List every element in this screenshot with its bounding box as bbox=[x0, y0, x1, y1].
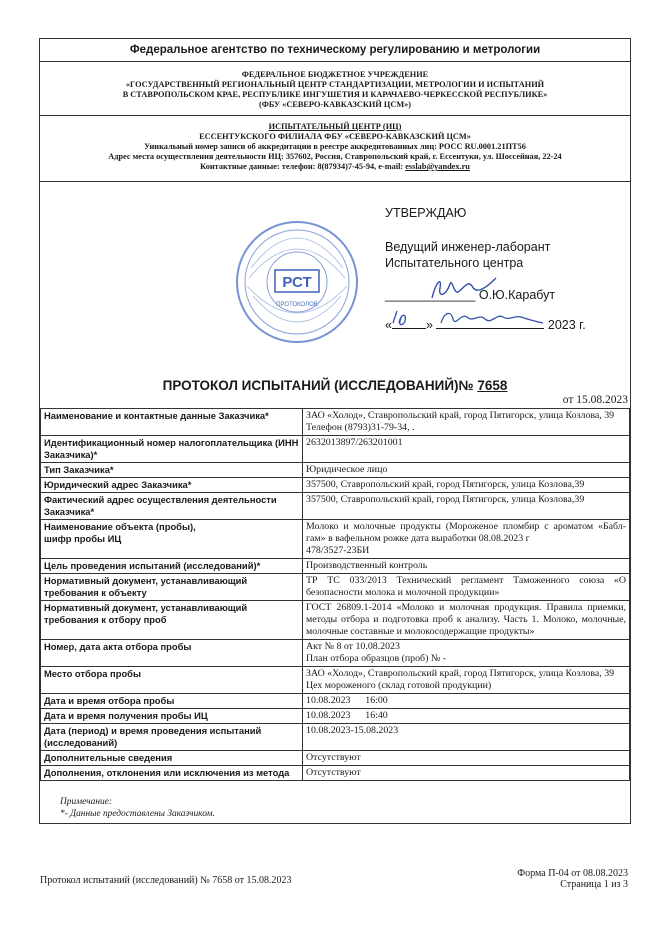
row-value: Юридическое лицо bbox=[303, 463, 630, 478]
table-row bbox=[41, 640, 630, 667]
row-label: Место отбора пробы bbox=[41, 667, 303, 694]
protocol-details-table bbox=[40, 408, 630, 781]
table-row bbox=[41, 667, 630, 694]
approver-signature-line: _____________ О.Ю.Карабут bbox=[385, 288, 556, 302]
row-value: ТР ТС 033/2013 Технический регламент Таможенного союза «О безопасности молока и молочной продукции» bbox=[303, 574, 630, 601]
table-row bbox=[41, 559, 630, 574]
table-row bbox=[41, 724, 630, 751]
approval-word: УТВЕРЖДАЮ bbox=[385, 206, 467, 220]
approver-position: Ведущий инженер-лаборант bbox=[385, 240, 551, 254]
footer-page: Страница 1 из 3 bbox=[560, 879, 628, 890]
table-row bbox=[41, 574, 630, 601]
row-label: Наименование и контактные данные Заказчика* bbox=[41, 409, 303, 436]
protocol-date: от 15.08.2023 bbox=[562, 394, 628, 406]
protocol-number: 7658 bbox=[477, 378, 508, 393]
row-value: Отсутствуют bbox=[303, 766, 630, 781]
stamp-label: ПРОТОКОЛОВ bbox=[276, 302, 318, 308]
table-row bbox=[41, 436, 630, 463]
row-value: ЗАО «Холод», Ставропольский край, город Пятигорск, улица Козлова, 39 Телефон (8793)31-79-34, . bbox=[303, 409, 630, 436]
row-label: Наименование объекта (пробы), шифр пробы ИЦ bbox=[41, 520, 303, 559]
table-row bbox=[41, 463, 630, 478]
contacts-line: Контактные данные: телефон: 8(87934)7-45-94, e-mail: esslab@yandex.ru bbox=[200, 162, 470, 171]
address-line: Адрес места осуществления деятельности ИЦ: 357602, Россия, Ставропольский край, г. Ессентуки, ул. Шоссейная, 22-24 bbox=[108, 152, 562, 161]
row-label: Тип Заказчика* bbox=[41, 463, 303, 478]
table-row bbox=[41, 766, 630, 781]
row-label: Дата и время отбора пробы bbox=[41, 694, 303, 709]
row-value: 10.08.2023-15.08.2023 bbox=[303, 724, 630, 751]
center-branch: ЕССЕНТУКСКОГО ФИЛИАЛА ФБУ «СЕВЕРО-КАВКАЗСКИЙ ЦСМ» bbox=[199, 132, 471, 141]
organization-header bbox=[39, 62, 631, 116]
row-label: Идентификационный номер налогоплательщика (ИНН Заказчика)* bbox=[41, 436, 303, 463]
row-label: Дата и время получения пробы ИЦ bbox=[41, 709, 303, 724]
row-value: Молоко и молочные продукты (Мороженое пломбир с ароматом «Бабл-гам» в вафельном рожке дата выработки 08.08.2023 г 478/3527-23БИ bbox=[303, 520, 630, 559]
row-value: Акт № 8 от 10.08.2023 План отбора образцов (проб) № - bbox=[303, 640, 630, 667]
protocol-title: ПРОТОКОЛ ИСПЫТАНИЙ (ИССЛЕДОВАНИЙ)№ 7658 bbox=[162, 378, 508, 393]
email-link[interactable]: esslab@yandex.ru bbox=[405, 162, 470, 171]
row-value: 357500, Ставропольский край, город Пятигорск, улица Козлова,39 bbox=[303, 493, 630, 520]
row-value: 10.08.2023 16:40 bbox=[303, 709, 630, 724]
org-line: В СТАВРОПОЛЬСКОМ КРАЕ, РЕСПУБЛИКЕ ИНГУШЕТИЯ И КАРАЧАЕВО-ЧЕРКЕССКОЙ РЕСПУБЛИКЕ» bbox=[122, 90, 548, 99]
approval-date-line: « » 2023 г. bbox=[385, 318, 586, 332]
table-row bbox=[41, 478, 630, 493]
row-label: Дополнительные сведения bbox=[41, 751, 303, 766]
org-line: «ГОСУДАРСТВЕННЫЙ РЕГИОНАЛЬНЫЙ ЦЕНТР СТАНДАРТИЗАЦИИ, МЕТРОЛОГИИ И ИСПЫТАНИЙ bbox=[125, 80, 545, 89]
row-label: Цель проведения испытаний (исследований)* bbox=[41, 559, 303, 574]
footnote-text: *- Данные предоставлены Заказчиком. bbox=[60, 809, 215, 819]
table-row bbox=[41, 409, 630, 436]
row-label: Фактический адрес осуществления деятельности Заказчика* bbox=[41, 493, 303, 520]
footer-form: Форма П-04 от 08.08.2023 bbox=[517, 868, 628, 879]
table-row bbox=[41, 709, 630, 724]
table-row bbox=[41, 601, 630, 640]
table-row bbox=[41, 751, 630, 766]
row-label: Нормативный документ, устанавливающий требования к отбору проб bbox=[41, 601, 303, 640]
handwritten-signature bbox=[412, 272, 502, 306]
org-line: ФЕДЕРАЛЬНОЕ БЮДЖЕТНОЕ УЧРЕЖДЕНИЕ bbox=[241, 70, 429, 79]
center-name: ИСПЫТАТЕЛЬНЫЙ ЦЕНТР (ИЦ) bbox=[268, 122, 402, 131]
table-row bbox=[41, 493, 630, 520]
row-value: 357500, Ставропольский край, город Пятигорск, улица Козлова,39 bbox=[303, 478, 630, 493]
row-value: 2632013897/263201001 bbox=[303, 436, 630, 463]
test-center-header bbox=[39, 116, 631, 182]
row-label: Юридический адрес Заказчика* bbox=[41, 478, 303, 493]
row-value: ГОСТ 26809.1-2014 «Молоко и молочная продукция. Правила приемки, методы отбора и подготовка проб к анализу. Часть 1. Молоко, молочные, молочные составные и молокосодержащие продукты» bbox=[303, 601, 630, 640]
accreditation-line: Уникальный номер записи об аккредитации в реестре аккредитованных лиц: РОСС RU.0001.21ПТ56 bbox=[144, 142, 526, 151]
row-label: Дата (период) и время проведения испытаний (исследований) bbox=[41, 724, 303, 751]
table-row bbox=[41, 694, 630, 709]
agency-header: Федеральное агентство по техническому регулированию и метрологии bbox=[39, 38, 631, 62]
footer-protocol-ref: Протокол испытаний (исследований) № 7658 от 15.08.2023 bbox=[40, 875, 292, 886]
row-label: Номер, дата акта отбора пробы bbox=[41, 640, 303, 667]
row-label: Дополнения, отклонения или исключения из метода bbox=[41, 766, 303, 781]
footnote-title: Примечание: bbox=[60, 797, 112, 807]
row-value: ЗАО «Холод», Ставропольский край, город Пятигорск, улица Козлова, 39 Цех мороженого (склад готовой продукции) bbox=[303, 667, 630, 694]
row-value: 10.08.2023 16:00 bbox=[303, 694, 630, 709]
row-label: Нормативный документ, устанавливающий требования к объекту bbox=[41, 574, 303, 601]
table-row bbox=[41, 520, 630, 559]
row-value: Отсутствуют bbox=[303, 751, 630, 766]
approver-position-2: Испытательного центра bbox=[385, 256, 524, 270]
footnote bbox=[60, 796, 215, 820]
stamp-logo-text: РСТ bbox=[282, 274, 312, 291]
official-stamp bbox=[233, 218, 361, 346]
handwritten-date bbox=[383, 303, 563, 333]
row-value: Производственный контроль bbox=[303, 559, 630, 574]
footer-form-info bbox=[517, 868, 628, 890]
org-line: (ФБУ «СЕВЕРО-КАВКАЗСКИЙ ЦСМ») bbox=[258, 100, 412, 109]
